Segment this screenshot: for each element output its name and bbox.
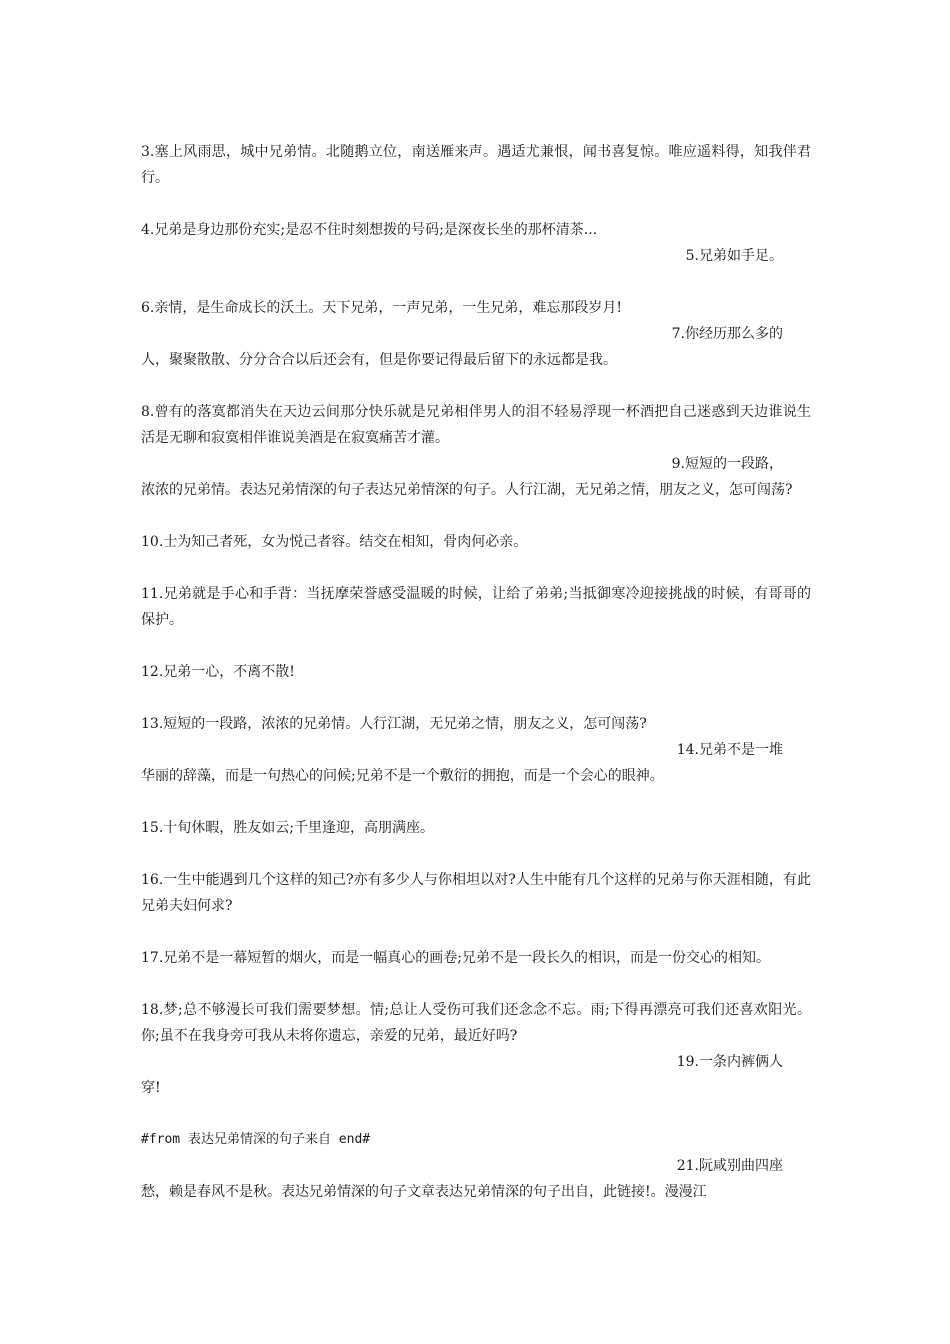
paragraph-18: 18.梦;总不够漫长可我们需要梦想。情;总让人受伤可我们还念念不忘。雨;下得再漂亮可我们还喜欢阳光。你;虽不在我身旁可我从未将你遗忘，亲爱的兄弟，最近好吗? (141, 1002, 811, 1044)
document-body (141, 139, 811, 1205)
paragraph-7-tail: 人，聚聚散散、分分合合以后还会有，但是你要记得最后留下的永远都是我。 (141, 352, 617, 368)
paragraph-12: 12.兄弟一心，不离不散! (141, 664, 295, 680)
paragraph-17: 17.兄弟不是一幕短暂的烟火，而是一幅真心的画卷;兄弟不是一段长久的相识，而是一份交心的相知。 (141, 950, 770, 966)
paragraph-19-head: 19.一条内裤俩人 (676, 1054, 783, 1070)
paragraph-19-tail: 穿! (141, 1080, 161, 1096)
paragraph-15: 15.十旬休暇，胜友如云;千里逢迎，高朋满座。 (141, 820, 434, 836)
paragraph-14-tail: 华丽的辞藻，而是一句热心的问候;兄弟不是一个敷衍的拥抱，而是一个会心的眼神。 (141, 768, 664, 784)
paragraph-14-head: 14.兄弟不是一堆 (676, 742, 783, 758)
paragraph-3: 3.塞上风雨思，城中兄弟情。北随鹅立位，南送雁来声。遇适尤兼恨，闻书喜复惊。唯应遥料得，知我伴君行。 (141, 144, 811, 186)
paragraph-9-tail: 浓浓的兄弟情。表达兄弟情深的句子表达兄弟情深的句子。人行江湖，无兄弟之情，朋友之义，怎可闯荡? (141, 482, 793, 498)
source-marker-line: #from 表达兄弟情深的句子来自 end# (141, 1132, 371, 1147)
paragraph-7-head: 7.你经历那么多的 (671, 326, 783, 342)
paragraph-21-head: 21.阮咸别曲四座 (676, 1158, 783, 1174)
paragraph-9-head: 9.短短的一段路， (671, 456, 783, 472)
paragraph-16: 16.一生中能遇到几个这样的知己?亦有多少人与你相坦以对?人生中能有几个这样的兄弟与你天涯相随，有此兄弟夫妇何求? (141, 872, 811, 914)
paragraph-21-tail: 愁，赖是春风不是秋。表达兄弟情深的句子文章表达兄弟情深的句子出自，此链接!。漫漫江 (141, 1184, 707, 1200)
paragraph-13: 13.短短的一段路，浓浓的兄弟情。人行江湖，无兄弟之情，朋友之义，怎可闯荡? (141, 716, 647, 732)
paragraph-4: 4.兄弟是身边那份充实;是忍不住时刻想拨的号码;是深夜长坐的那杯清茶... (141, 222, 598, 238)
paragraph-10: 10.士为知己者死，女为悦己者容。结交在相知，骨肉何必亲。 (141, 534, 528, 550)
paragraph-5: 5.兄弟如手足。 (685, 248, 783, 264)
paragraph-8: 8.曾有的落寞都消失在天边云间那分快乐就是兄弟相伴男人的泪不轻易浮现一杯酒把自己迷惑到天边谁说生活是无聊和寂寞相伴谁说美酒是在寂寞痛苦才灌。 (141, 404, 811, 446)
paragraph-6: 6.亲情，是生命成长的沃土。天下兄弟，一声兄弟，一生兄弟，难忘那段岁月! (141, 300, 622, 316)
paragraph-11: 11.兄弟就是手心和手背：当抚摩荣誉感受温暖的时候，让给了弟弟;当抵御寒冷迎接挑战的时候，有哥哥的保护。 (141, 586, 811, 628)
